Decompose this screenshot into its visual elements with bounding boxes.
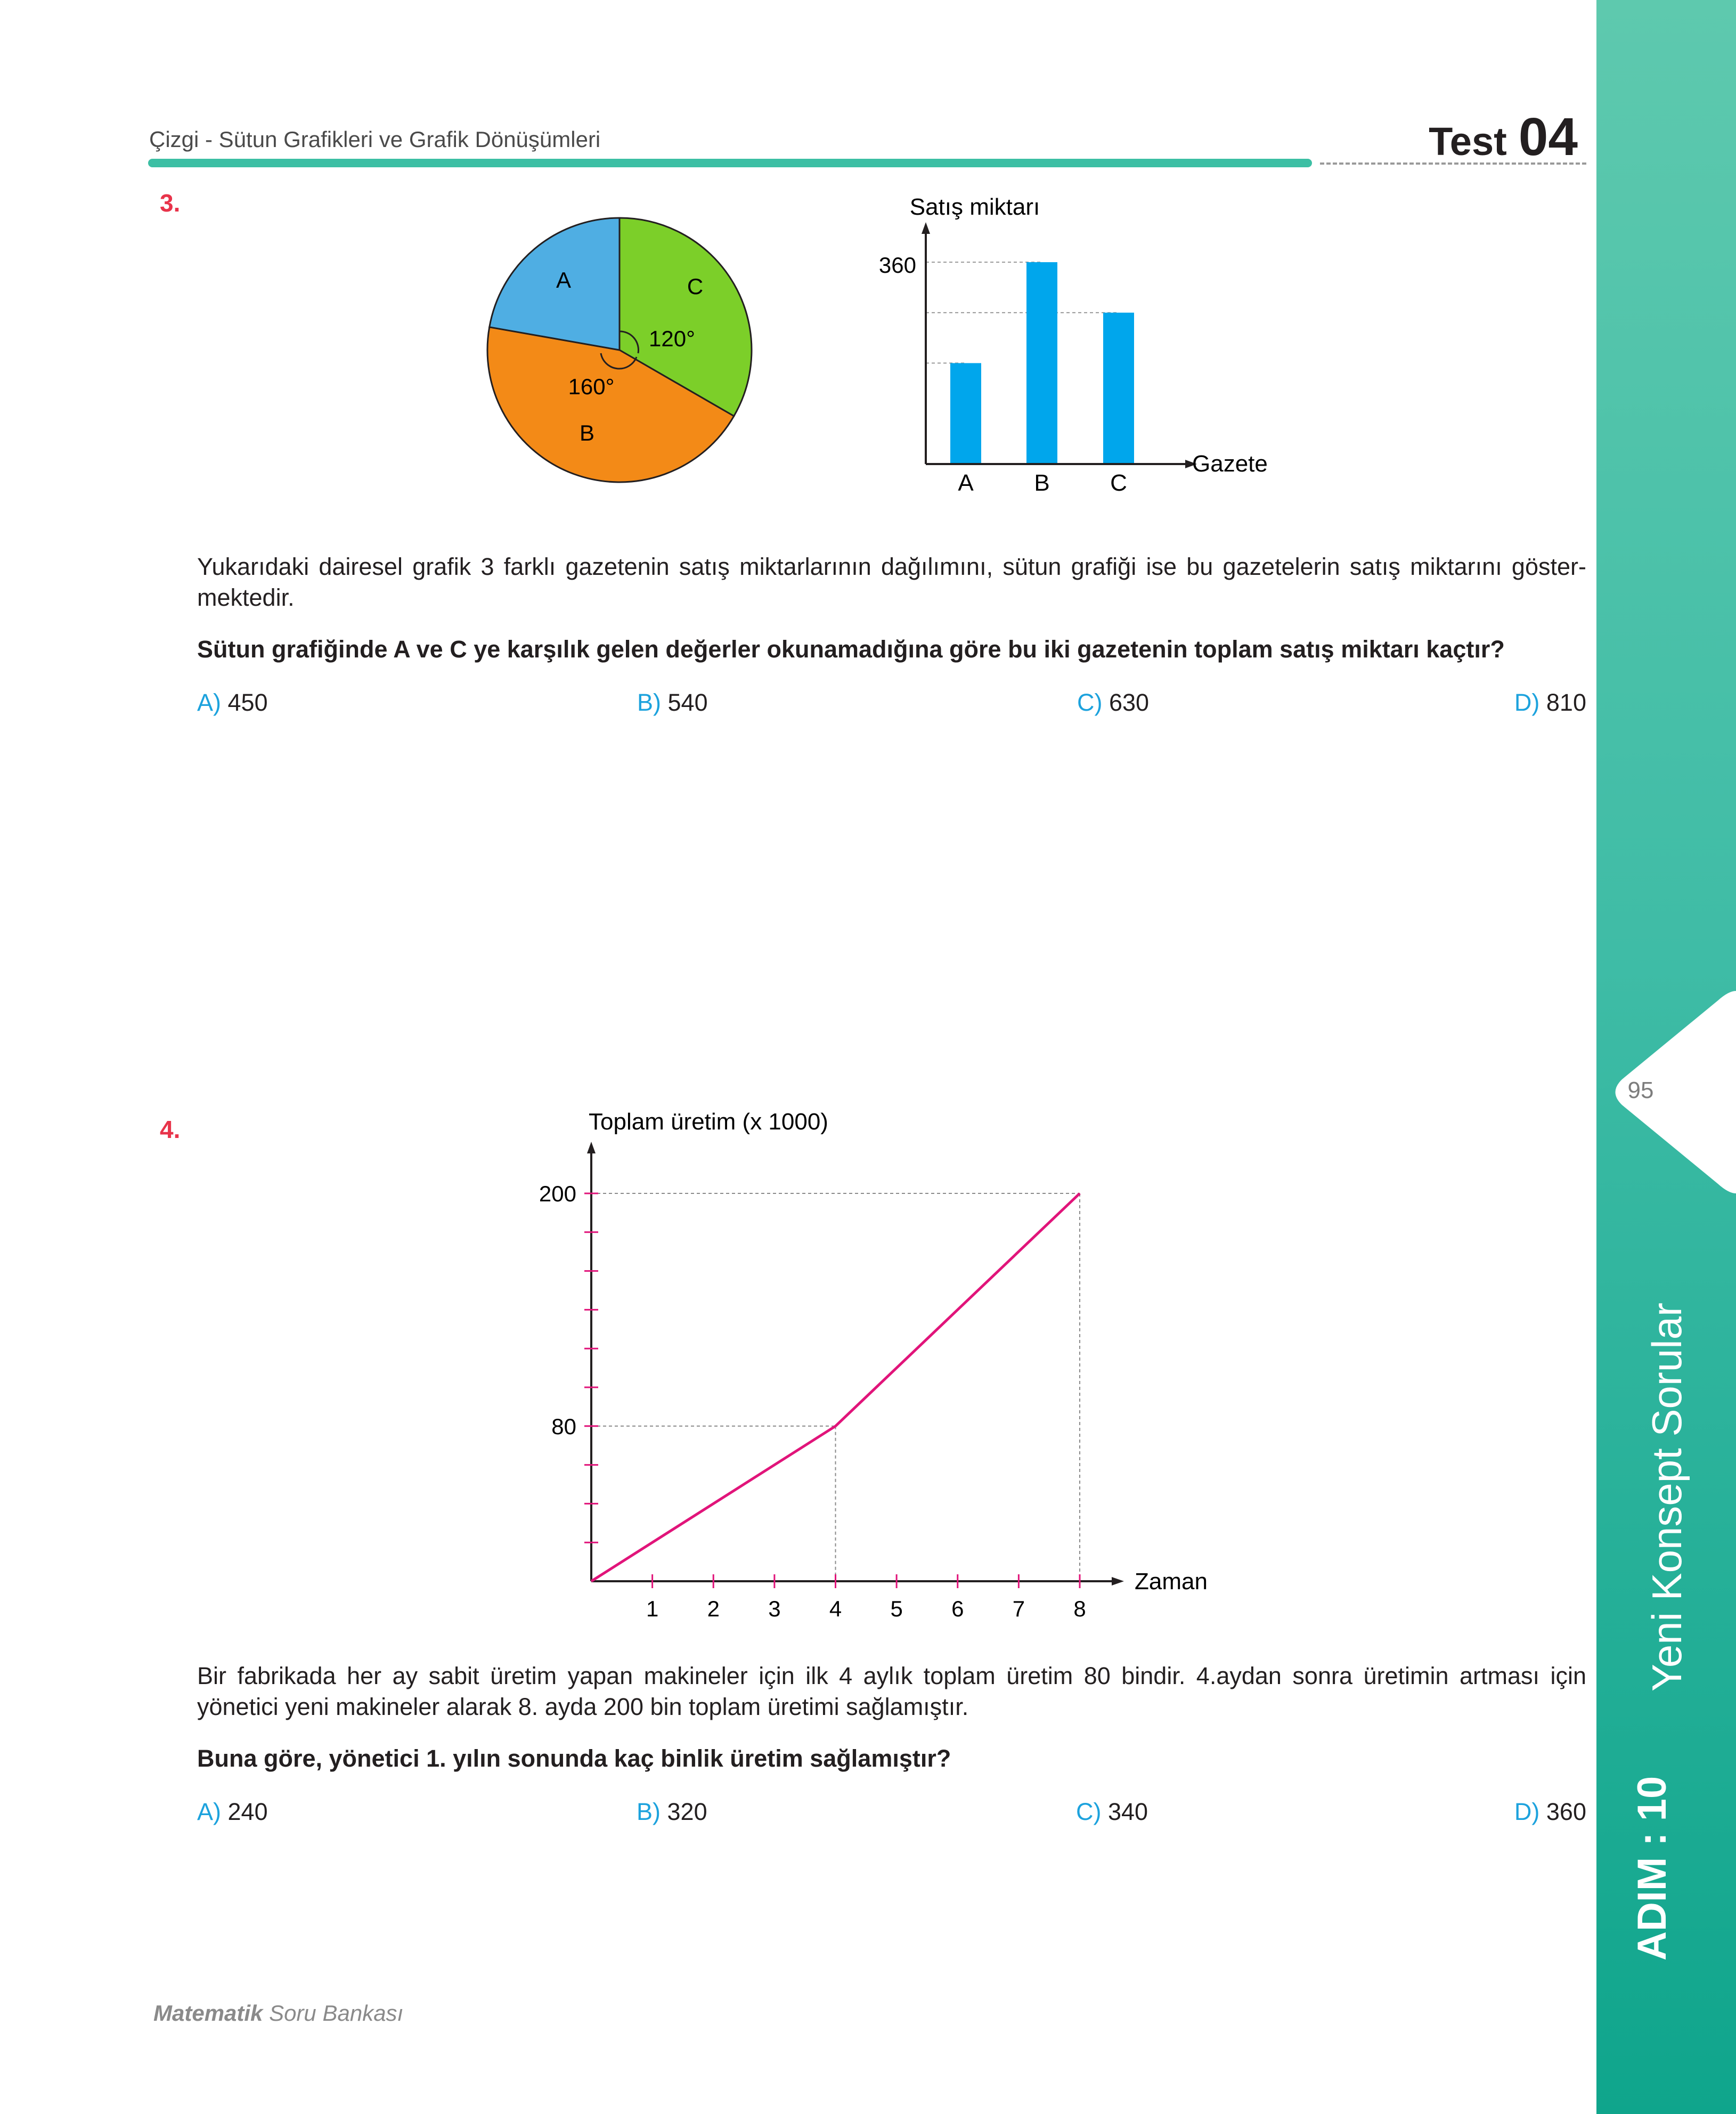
- q4-option-a-value: 240: [227, 1798, 268, 1825]
- sidebar-step-text: ADIM : 10: [1629, 1776, 1675, 1961]
- bar-value-label-b: 360: [878, 253, 916, 278]
- bar-x-label-a: A: [958, 470, 974, 496]
- line-x-axis-title: Zaman: [1135, 1568, 1208, 1595]
- line-series-production: [591, 1193, 1080, 1581]
- line-x-tick-label-4: 4: [829, 1596, 842, 1621]
- bar-c: [1103, 313, 1134, 464]
- header-title: Çizgi - Sütun Grafikleri ve Grafik Dönüşümleri: [149, 127, 601, 152]
- line-x-tick-label-6: 6: [951, 1596, 964, 1621]
- footer-subject: Matematik: [153, 2001, 263, 2026]
- sidebar-title-text: Yeni Konsept Sorular: [1643, 1303, 1690, 1692]
- q4-option-b[interactable]: [637, 1798, 707, 1826]
- question-4-text: Bir fabrikada her ay sabit üretim yapan makineler için ilk 4 aylık toplam üretim 80 bindir. 4.aydan sonra üretimin artması için yönetici yeni makineler alarak 8. ayda 200 bin toplam üretimi sağlamıştır.: [197, 1662, 1586, 1720]
- q3-option-a-letter: A): [197, 689, 221, 716]
- q4-option-d[interactable]: [1514, 1798, 1586, 1826]
- line-x-tick-label-2: 2: [707, 1596, 720, 1621]
- q4-option-a-letter: A): [197, 1798, 221, 1825]
- footer: [153, 2001, 403, 2026]
- line-x-tick-label-1: 1: [646, 1596, 659, 1621]
- test-label: [1429, 107, 1578, 168]
- q3-option-b-value: 540: [667, 689, 708, 716]
- question-3-text: Yukarıdaki dairesel grafik 3 farklı gazetenin satış miktarlarının dağılımını, sütun grafiği ise bu gazetelerin satış miktarını göster-mektedir.: [197, 553, 1586, 611]
- q3-option-d-letter: D): [1514, 689, 1540, 716]
- q4-option-a[interactable]: [197, 1798, 268, 1826]
- line-x-tick-label-5: 5: [890, 1596, 903, 1621]
- bar-y-axis-title: Satış miktarı: [909, 194, 1040, 220]
- q3-option-c-value: 630: [1109, 689, 1150, 716]
- q4-option-b-letter: B): [637, 1798, 661, 1825]
- question-3-prompt: Sütun grafiğinde A ve C ye karşılık gelen değerler okunamadığına göre bu iki gazetenin toplam satış miktarı kaçtır?: [197, 636, 1505, 663]
- bar-a: [950, 363, 981, 464]
- q3-option-a[interactable]: [197, 689, 268, 717]
- line-x-tick-label-8: 8: [1073, 1596, 1086, 1621]
- q4-option-c-letter: C): [1076, 1798, 1102, 1825]
- footer-book: Soru Bankası: [263, 2001, 404, 2026]
- q3-option-b-letter: B): [637, 689, 661, 716]
- bar-b: [1026, 262, 1057, 464]
- sidebar-title: [1643, 1303, 1690, 1715]
- bar-chart: [852, 189, 1289, 503]
- q3-option-c[interactable]: [1077, 689, 1149, 717]
- q4-option-d-value: 360: [1546, 1798, 1586, 1825]
- bar-x-label-c: C: [1110, 470, 1127, 496]
- line-y-tick-label-200: 200: [539, 1181, 576, 1206]
- bar-x-label-b: B: [1034, 470, 1050, 496]
- line-x-tick-label-3: 3: [768, 1596, 781, 1621]
- pie-angle-label-120: 120°: [649, 326, 695, 351]
- pie-label-a: A: [556, 267, 572, 292]
- pie-label-b: B: [579, 420, 595, 445]
- q4-option-d-letter: D): [1514, 1798, 1540, 1825]
- bar-x-axis-title: Gazete: [1192, 451, 1268, 477]
- line-x-tick-label-7: 7: [1012, 1596, 1025, 1621]
- header-rule: [148, 159, 1312, 167]
- question-4-prompt: Buna göre, yönetici 1. yılın sonunda kaç binlik üretim sağlamıştır?: [197, 1745, 951, 1772]
- q4-option-b-value: 320: [667, 1798, 707, 1825]
- pie-angle-label-160: 160°: [568, 374, 615, 399]
- pie-label-c: C: [687, 274, 704, 299]
- q4-option-c-value: 340: [1108, 1798, 1148, 1825]
- line-chart: [511, 1100, 1225, 1638]
- pie-chart: [479, 210, 767, 498]
- pie-slice-a: [490, 218, 620, 350]
- page-number: 95: [1627, 1077, 1654, 1103]
- line-y-axis-title: Toplam üretim (x 1000): [589, 1109, 828, 1135]
- question-3-number: 3.: [160, 189, 181, 217]
- line-y-tick-label-80: 80: [551, 1413, 576, 1439]
- q3-option-a-value: 450: [227, 689, 268, 716]
- q4-option-c[interactable]: [1076, 1798, 1148, 1826]
- q3-option-b[interactable]: [637, 689, 708, 717]
- q3-option-c-letter: C): [1077, 689, 1103, 716]
- question-4-number: 4.: [160, 1116, 181, 1143]
- test-number: 04: [1518, 107, 1578, 167]
- test-word: Test: [1429, 119, 1507, 164]
- q3-option-d-value: 810: [1546, 689, 1586, 716]
- q3-option-d[interactable]: [1514, 689, 1586, 717]
